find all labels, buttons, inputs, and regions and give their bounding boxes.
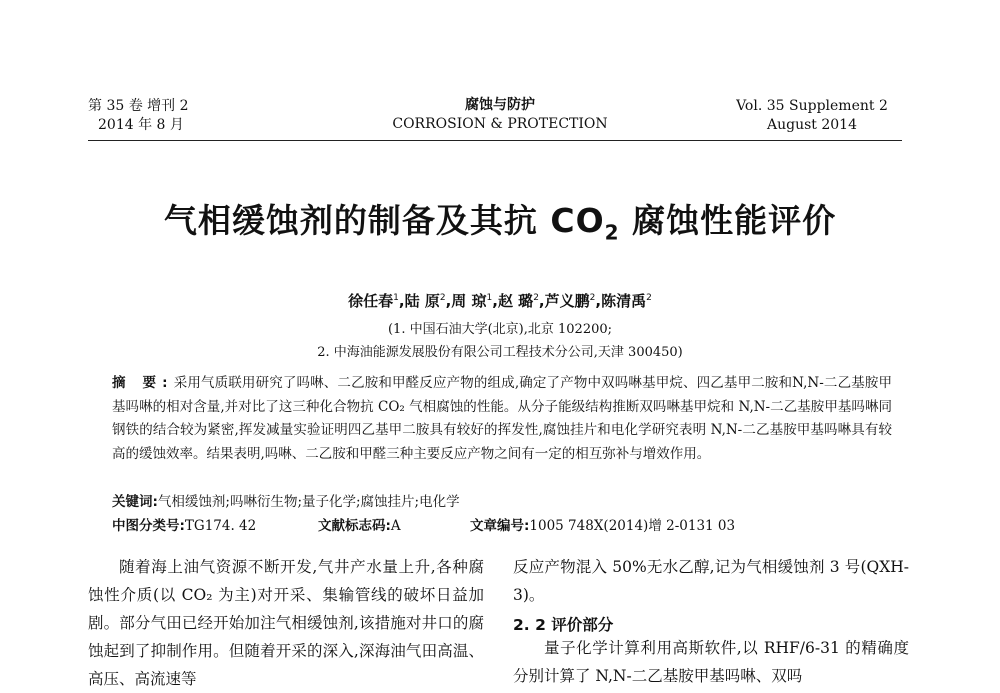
author: 周 琼 — [451, 292, 487, 310]
journal-title-cn: 腐蚀与防护 — [465, 97, 535, 113]
affiliation-line-1: (1. 中国石油大学(北京),北京 102200; — [387, 322, 613, 337]
header-date-en: August 2014 — [767, 117, 857, 133]
header-date: 2014 年 8 月 — [98, 117, 184, 133]
body-left-column: 随着海上油气资源不断开发,气井产水量上升,各种腐蚀性介质(以 CO₂ 为主)对开采、集输管线的破坏日益加剧。部分气田已经开始加注气相缓蚀剂,该措施对井口的腐蚀起到了抑制作用。但随着开采的深入,深海油气田高温、高压、高流速等 — [88, 558, 484, 688]
author-affiliation-mark: 1 — [486, 293, 493, 303]
keywords — [112, 490, 460, 510]
abstract-text: 采用气质联用研究了吗啉、二乙胺和甲醛反应产物的组成,确定了产物中双吗啉基甲烷、四乙基甲二胺和N,N-二乙基胺甲基吗啉的相对含量,并对比了这三种化合物抗 CO₂ 气相腐蚀的性能。从分子能级结构推断双吗啉基甲烷和 N,N-二乙基胺甲基吗啉同钢铁的结合较为紧密,挥发减量实验证明四乙基甲二胺具有较好的挥发性,腐蚀挂片和电化学研究表明 N,N-二乙基胺甲基吗啉具有较高的缓蚀效率。结果表明,吗啉、二乙胺和甲醛三种主要反应产物之间有一定的相互弥补与增效作用。 — [112, 375, 892, 462]
clc-label: 中图分类号: — [112, 518, 185, 534]
body-right-paragraph-1: 反应产物混入 50%无水乙醇,记为气相缓蚀剂 3 号(QXH-3)。 — [513, 558, 909, 604]
affiliation-line-2: 2. 中海油能源发展股份有限公司工程技术分公司,天津 300450) — [317, 345, 683, 360]
author-affiliation-mark: 2 — [646, 293, 652, 303]
clc-value: TG174. 42 — [184, 518, 257, 534]
author: 陆 原 — [404, 292, 440, 310]
author-affiliation-mark: 2 — [439, 293, 446, 303]
title-tail: 腐蚀性能评价 — [619, 201, 837, 240]
journal-title-en: CORROSION & PROTECTION — [392, 116, 608, 132]
abstract-label: 摘 要: — [112, 375, 174, 391]
author: 赵 璐 — [497, 292, 534, 310]
abstract — [112, 372, 892, 466]
doc-value: A — [390, 518, 401, 534]
header-divider — [88, 140, 902, 141]
keywords-label: 关键词: — [112, 494, 158, 510]
doc-label: 文献标志码: — [318, 518, 391, 534]
section-heading: 2. 2 评价部分 — [513, 616, 614, 634]
author: 芦义鹏 — [544, 292, 590, 310]
body-right-paragraph-2: 量子化学计算利用高斯软件,以 RHF/6-31 的精确度分别计算了 N,N-二乙基胺甲基吗啉、双吗 — [513, 639, 909, 685]
header-volume: 第 35 卷 增刊 2 — [88, 98, 189, 114]
article-label: 文章编号: — [470, 518, 530, 534]
header-volume-en: Vol. 35 Supplement 2 — [736, 98, 888, 114]
clc-number — [112, 514, 256, 534]
author: 陈清禹 — [601, 292, 647, 310]
document-code — [318, 514, 401, 534]
author-list: 徐任春$^1$,陆 原$^2$,周 琼$^1$,赵 璐$^2$,芦义鹏$^2$,陈清禹$^2$ — [348, 292, 652, 310]
title-main: 气相缓蚀剂的制备及其抗 CO — [163, 201, 605, 240]
page-title — [0, 195, 1000, 245]
article-number — [470, 514, 735, 534]
article-value: 1005 748X(2014)增 2-0131 03 — [529, 518, 736, 534]
author-affiliation-mark: 2 — [533, 293, 539, 303]
title-subscript: 2 — [604, 220, 620, 245]
author-affiliation-mark: 1 — [393, 293, 399, 303]
keywords-text: 气相缓蚀剂;吗啉衍生物;量子化学;腐蚀挂片;电化学 — [157, 494, 460, 510]
author: 徐任春 — [348, 292, 394, 310]
author-affiliation-mark: 2 — [589, 293, 596, 303]
